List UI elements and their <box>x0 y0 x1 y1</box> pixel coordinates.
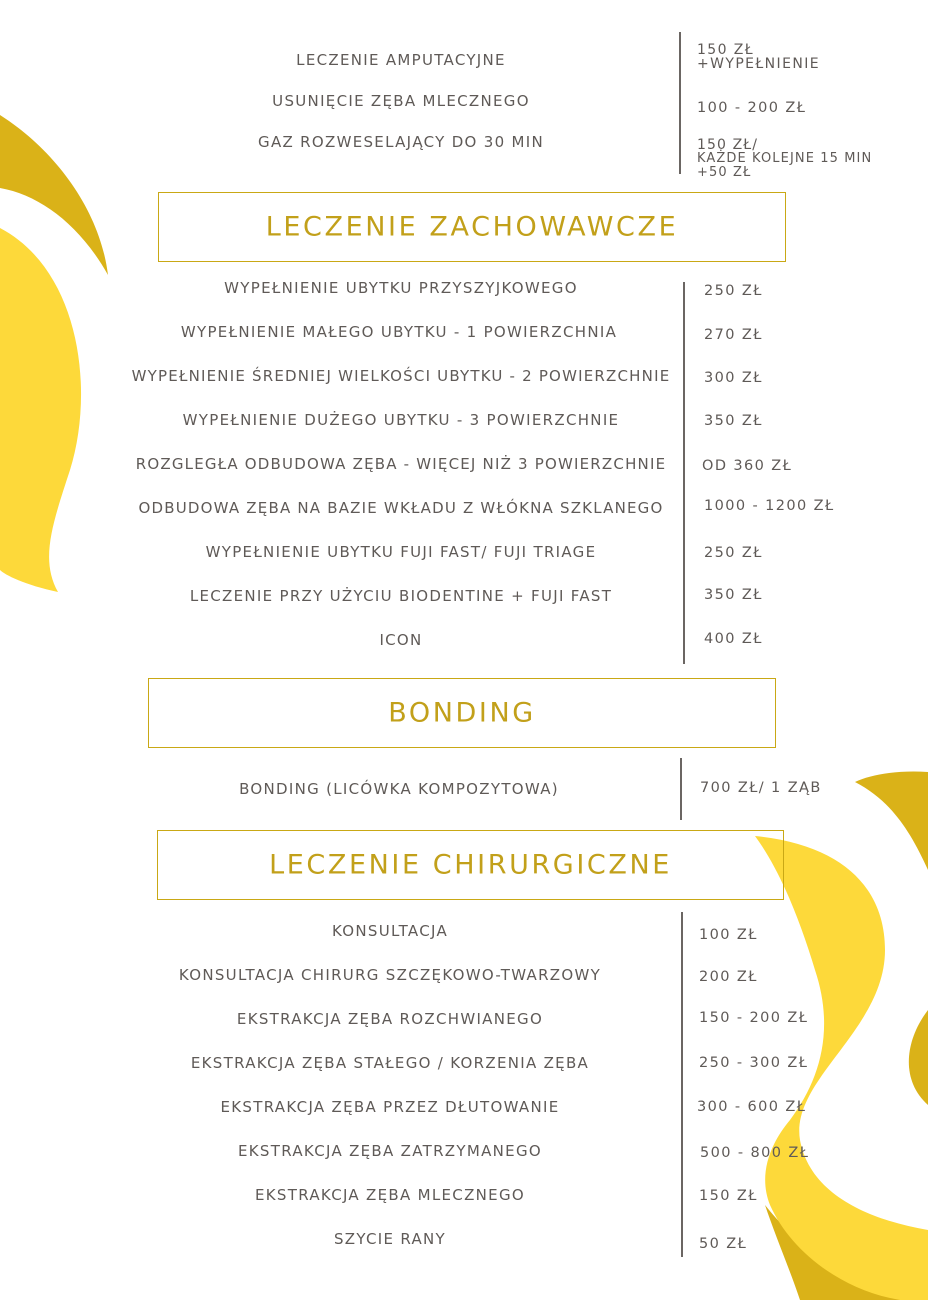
service-name: WYPEŁNIENIE ŚREDNIEJ WIELKOŚCI UBYTKU - 2 POWIERZCHNIE <box>131 367 671 385</box>
service-price: 300 - 600 ZŁ <box>697 1099 807 1115</box>
service-price: 270 ZŁ <box>704 327 763 343</box>
service-name: ODBUDOWA ZĘBA NA BAZIE WKŁADU Z WŁÓKNA SZKLANEGO <box>138 499 664 517</box>
service-name: LECZENIE AMPUTACYJNE <box>296 51 506 69</box>
section-header-zachowawcze <box>158 192 786 262</box>
section-header-bonding <box>148 678 776 748</box>
service-price: 100 - 200 ZŁ <box>697 100 807 116</box>
service-name: KONSULTACJA CHIRURG SZCZĘKOWO-TWARZOWY <box>178 966 602 984</box>
service-name: USUNIĘCIE ZĘBA MLECZNEGO <box>272 92 530 110</box>
section-title: BONDING <box>388 697 536 729</box>
service-price: 300 ZŁ <box>704 370 763 386</box>
service-price: 100 ZŁ <box>699 927 758 943</box>
service-name: WYPEŁNIENIE MAŁEGO UBYTKU - 1 POWIERZCHNIA <box>180 323 618 341</box>
service-price: 200 ZŁ <box>699 969 758 985</box>
divider-bonding <box>680 758 682 820</box>
service-name: EKSTRAKCJA ZĘBA STAŁEGO / KORZENIA ZĘBA <box>190 1054 590 1072</box>
section-title: LECZENIE ZACHOWAWCZE <box>265 211 679 243</box>
service-price: 500 - 800 ZŁ <box>700 1145 810 1161</box>
service-name: GAZ ROZWESELAJĄCY DO 30 MIN <box>258 133 544 151</box>
service-price: 50 ZŁ <box>699 1236 748 1252</box>
service-name: EKSTRAKCJA ZĘBA PRZEZ DŁUTOWANIE <box>220 1098 560 1116</box>
divider-top <box>679 32 681 174</box>
service-price: 1000 - 1200 ZŁ <box>704 498 835 514</box>
service-name: WYPEŁNIENIE DUŻEGO UBYTKU - 3 POWIERZCHNIE <box>182 411 620 429</box>
service-name: BONDING (LICÓWKA KOMPOZYTOWA) <box>239 780 559 798</box>
service-name: LECZENIE PRZY UŻYCIU BIODENTINE + FUJI FAST <box>189 587 613 605</box>
section-title: LECZENIE CHIRURGICZNE <box>269 849 672 881</box>
service-name: ROZGLEGŁA ODBUDOWA ZĘBA - WIĘCEJ NIŻ 3 POWIERZCHNIE <box>135 455 667 473</box>
service-name: WYPEŁNIENIE UBYTKU FUJI FAST/ FUJI TRIAGE <box>205 543 597 561</box>
service-name: KONSULTACJA <box>331 922 449 940</box>
divider-zachowawcze <box>683 282 685 664</box>
service-price: 700 ZŁ/ 1 ZĄB <box>700 780 822 796</box>
service-name: EKSTRAKCJA ZĘBA ZATRZYMANEGO <box>238 1142 542 1160</box>
service-price: 150 ZŁ +WYPEŁNIENIE <box>697 42 820 72</box>
service-price: OD 360 ZŁ <box>702 458 793 474</box>
service-name: EKSTRAKCJA ZĘBA ROZCHWIANEGO <box>236 1010 544 1028</box>
service-price: 250 ZŁ <box>704 545 763 561</box>
service-name: ICON <box>379 631 423 649</box>
service-price: 150 ZŁ <box>699 1188 758 1204</box>
service-price: 150 - 200 ZŁ <box>699 1010 809 1026</box>
service-price: 150 ZŁ/ KAŻDE KOLEJNE 15 MIN +50 ZŁ <box>697 137 873 180</box>
divider-chirurgiczne <box>681 912 683 1257</box>
service-price: 350 ZŁ <box>704 413 763 429</box>
service-name: EKSTRAKCJA ZĘBA MLECZNEGO <box>255 1186 525 1204</box>
service-name: WYPEŁNIENIE UBYTKU PRZYSZYJKOWEGO <box>224 279 578 297</box>
section-header-chirurgiczne <box>157 830 784 900</box>
service-name: SZYCIE RANY <box>333 1230 447 1248</box>
service-price: 350 ZŁ <box>704 587 763 603</box>
service-price: 400 ZŁ <box>704 631 763 647</box>
service-price: 250 - 300 ZŁ <box>699 1055 809 1071</box>
service-price: 250 ZŁ <box>704 283 763 299</box>
